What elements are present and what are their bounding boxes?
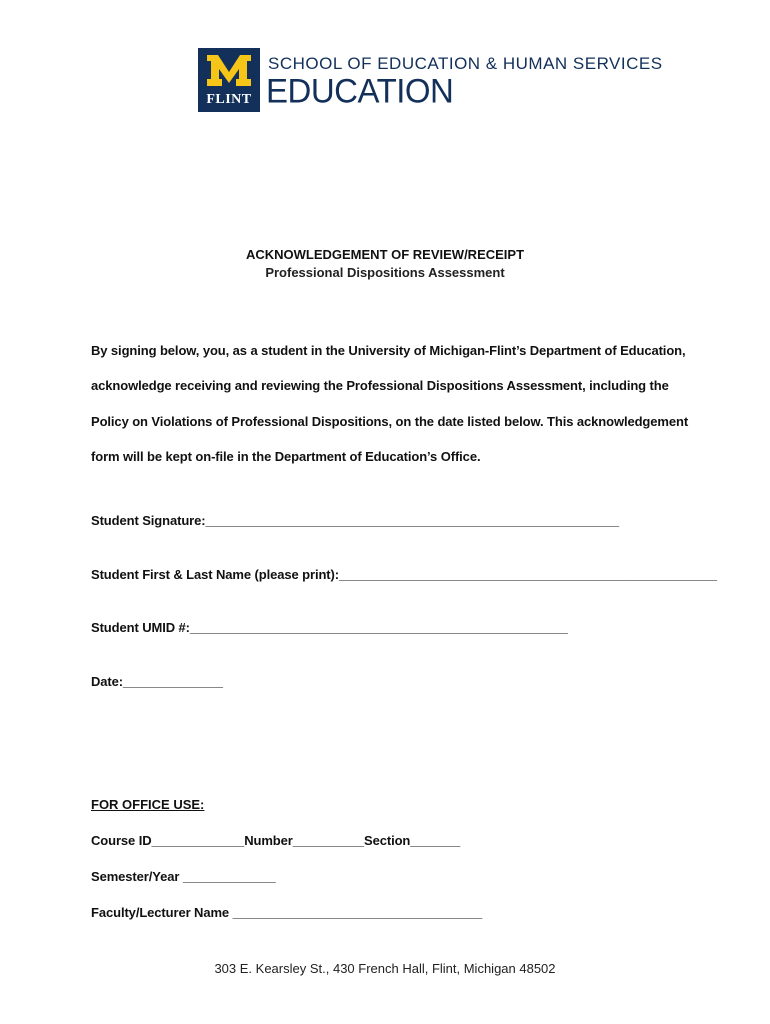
faculty-field[interactable]: Faculty/Lecturer Name ___________________________________ (91, 905, 483, 920)
school-name: SCHOOL OF EDUCATION & HUMAN SERVICES (268, 54, 663, 73)
acknowledgement-paragraph: By signing below, you, as a student in the University of Michigan-Flint’s Department of Education, acknowledge receiving and reviewing the Professional Dispositions Assessment, including the Policy on Violations of Professional Dispositions, on the date listed below. This acknowledgement form will be kept on-file in the Department of Education’s Office. (91, 343, 689, 464)
department-name: EDUCATION (266, 71, 454, 110)
document-title: ACKNOWLEDGEMENT OF REVIEW/RECEIPT (245, 247, 525, 262)
school-logo (198, 48, 663, 114)
semester-field[interactable]: Semester/Year _____________ (91, 869, 276, 884)
document-heading (0, 246, 770, 282)
block-m-logo (198, 48, 260, 112)
course-field[interactable]: Course ID_____________Number__________Section_______ (91, 833, 461, 848)
office-use-heading: FOR OFFICE USE: (91, 797, 205, 812)
date-field[interactable]: Date:______________ (91, 674, 223, 689)
name-field[interactable]: Student First & Last Name (please print):_____________________________________________________ (91, 567, 717, 582)
umid-field[interactable]: Student UMID #:_____________________________________________________ (91, 620, 568, 635)
address-footer: 303 E. Kearsley St., 430 French Hall, Flint, Michigan 48502 (214, 961, 556, 976)
document-subtitle: Professional Dispositions Assessment (265, 265, 505, 280)
block-m-icon (198, 48, 260, 94)
flint-wordmark: FLINT (206, 92, 252, 107)
signature-field[interactable]: Student Signature:__________________________________________________________ (91, 513, 620, 528)
